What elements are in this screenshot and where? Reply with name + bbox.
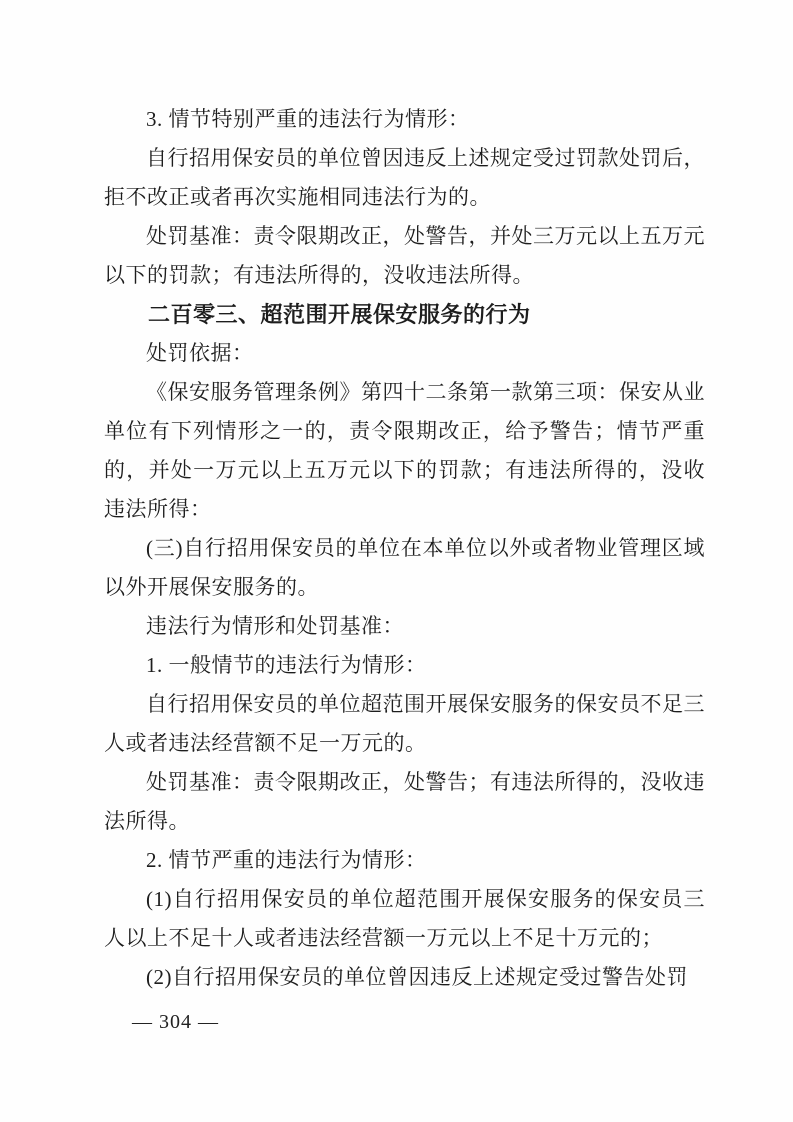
page-number: — 304 — bbox=[132, 1011, 219, 1033]
paragraph-regulation-citation: 《保安服务管理条例》第四十二条第一款第三项：保安从业单位有下列情形之一的，责令限期改正，给予警告；情节严重的，并处一万元以上五万元以下的罚款；有违法所得的，没收违法所得： bbox=[104, 380, 705, 521]
section-heading: 二百零三、超范围开展保安服务的行为 bbox=[148, 302, 531, 327]
paragraph-penalty-standard: 处罚基准：责令限期改正，处警告，并处三万元以上五万元以下的罚款；有违法所得的，没收违法所得。 bbox=[104, 224, 705, 287]
paragraph-penalty-basis-label: 处罚依据： bbox=[146, 341, 254, 365]
paragraph-item-three: (三)自行招用保安员的单位在本单位以外或者物业管理区域以外开展保安服务的。 bbox=[104, 536, 705, 599]
paragraph-violation-desc: 自行招用保安员的单位曾因违反上述规定受过罚款处罚后，拒不改正或者再次实施相同违法行为的。 bbox=[104, 146, 705, 209]
paragraph-general-penalty: 处罚基准：责令限期改正，处警告；有违法所得的，没收违法所得。 bbox=[104, 770, 705, 833]
paragraph-1-general-line: 1. 一般情节的违法行为情形： bbox=[146, 653, 427, 677]
paragraph-2-serious-line: 2. 情节严重的违法行为情形： bbox=[146, 848, 427, 872]
paragraph-serious-item-2: (2)自行招用保安员的单位曾因违反上述规定受过警告处罚 bbox=[146, 965, 688, 989]
paragraph-3-heading-line: 3. 情节特别严重的违法行为情形： bbox=[146, 107, 470, 131]
paragraph-serious-item-1: (1)自行招用保安员的单位超范围开展保安服务的保安员三人以上不足十人或者违法经营额一万元以上不足十万元的； bbox=[104, 887, 705, 950]
paragraph-general-desc: 自行招用保安员的单位超范围开展保安服务的保安员不足三人或者违法经营额不足一万元的。 bbox=[104, 692, 705, 755]
page-content bbox=[104, 100, 705, 997]
paragraph-situations-label: 违法行为情形和处罚基准： bbox=[146, 614, 404, 638]
